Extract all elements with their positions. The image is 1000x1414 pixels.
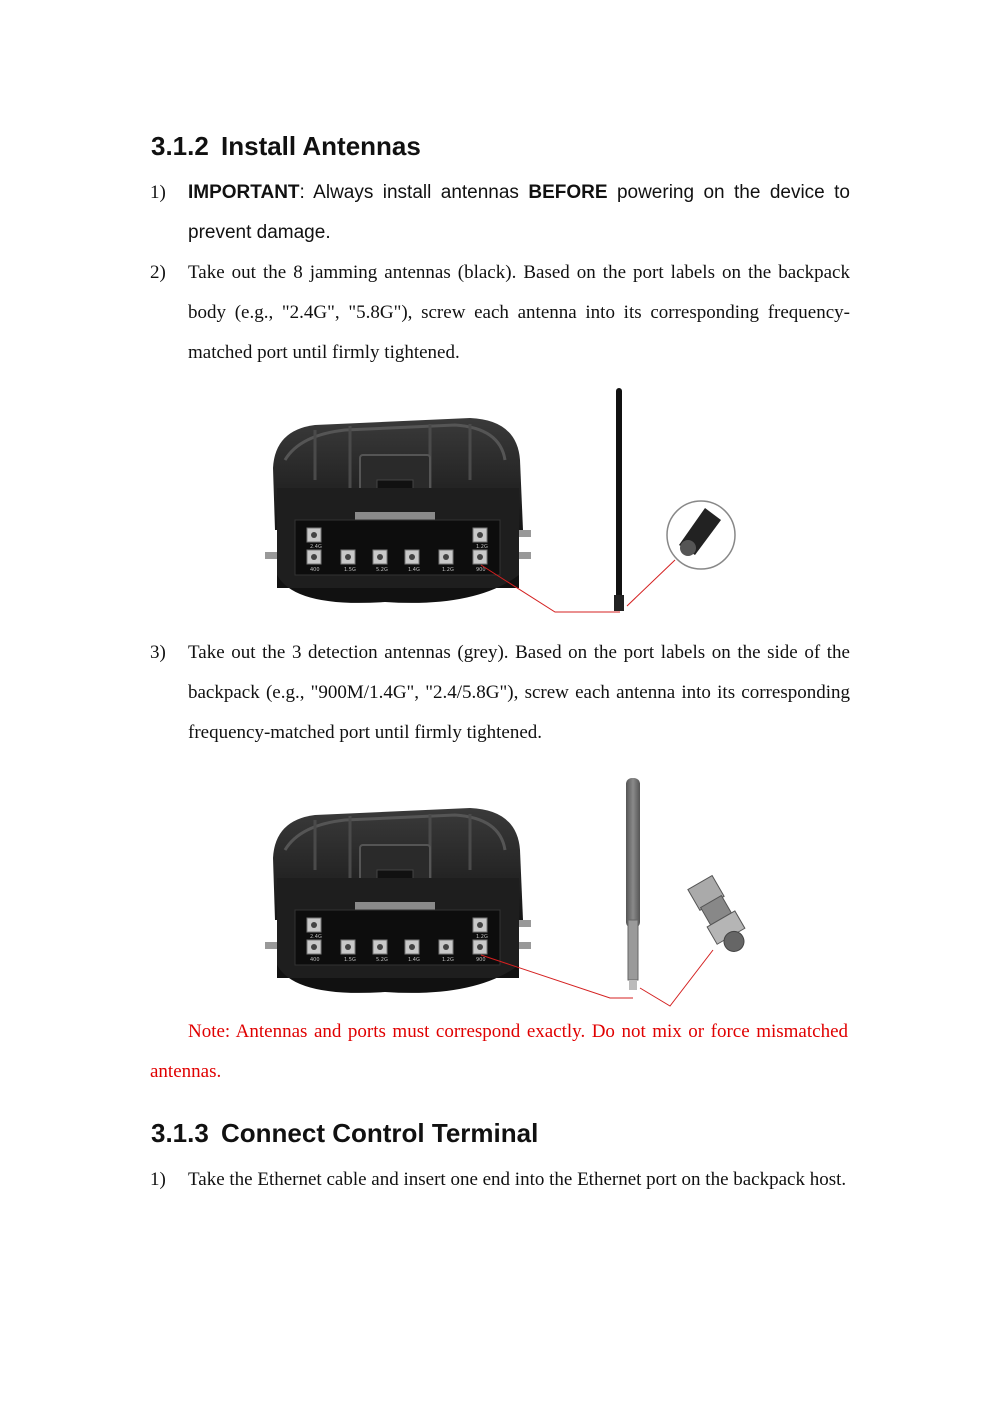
port-label: 400: [310, 957, 320, 963]
port-label: 1.4G: [408, 957, 420, 963]
list-text: Take out the 3 detection antennas (grey). Based on the port labels on the side of the backpack (e.g., "900M/1.4G", "2.4/5.8G"), screw each antenna into its corresponding frequency-matched port until firmly tightened.: [188, 642, 850, 743]
port-label: 900: [476, 957, 486, 963]
port-label: 400: [310, 567, 320, 573]
figure-jamming-antenna: [255, 380, 755, 630]
port-label: 1.2G: [476, 934, 488, 940]
port-label: 2.4G: [310, 544, 322, 550]
port-label: 1.2G: [442, 567, 454, 573]
list-text: Take out the 8 jamming antennas (black). Based on the port labels on the backpack body (e.g., "2.4G", "5.8G"), screw each antenna into its corresponding frequency-matched port until firmly tightened.: [188, 262, 850, 363]
port-label: 1.5G: [344, 957, 356, 963]
list-number: 3): [150, 642, 166, 663]
section-title: Install Antennas: [221, 131, 421, 161]
section-number: 3.1.2: [151, 131, 209, 161]
backpack-with-jamming-antenna-image: [255, 380, 755, 625]
port-label: 900: [476, 567, 486, 573]
port-label: 1.4G: [408, 567, 420, 573]
list-number: 1): [150, 1169, 166, 1190]
important-label: IMPORTANT: [188, 182, 300, 203]
list-number: 1): [150, 182, 166, 203]
port-label: 5.2G: [376, 567, 388, 573]
section-title: Connect Control Terminal: [221, 1118, 539, 1148]
section-heading-install-antennas: [151, 131, 421, 162]
list-item-ethernet: [150, 1160, 850, 1200]
list-item-2: [150, 253, 850, 373]
section-number: 3.1.3: [151, 1118, 209, 1148]
port-label: 1.2G: [476, 544, 488, 550]
section-heading-connect-control-terminal: [151, 1118, 538, 1149]
note-text: Note: Antennas and ports must correspond exactly. Do not mix or force mismatched antennas.: [150, 1021, 848, 1082]
port-label: 2.4G: [310, 934, 322, 940]
text-segment: powering on the device to prevent damage.: [188, 182, 850, 243]
before-label: BEFORE: [528, 182, 608, 203]
port-label: 5.2G: [376, 957, 388, 963]
figure-detection-antenna: [255, 770, 755, 1015]
list-item-1: [150, 173, 850, 253]
list-item-3: [150, 633, 850, 753]
port-label: 1.5G: [344, 567, 356, 573]
list-number: 2): [150, 262, 166, 283]
port-label: 1.2G: [442, 957, 454, 963]
list-text: Take the Ethernet cable and insert one end into the Ethernet port on the backpack host.: [188, 1169, 847, 1190]
text-segment: : Always install antennas: [299, 182, 529, 203]
list-text: [188, 173, 850, 253]
backpack-with-detection-antenna-image: [255, 770, 755, 1010]
